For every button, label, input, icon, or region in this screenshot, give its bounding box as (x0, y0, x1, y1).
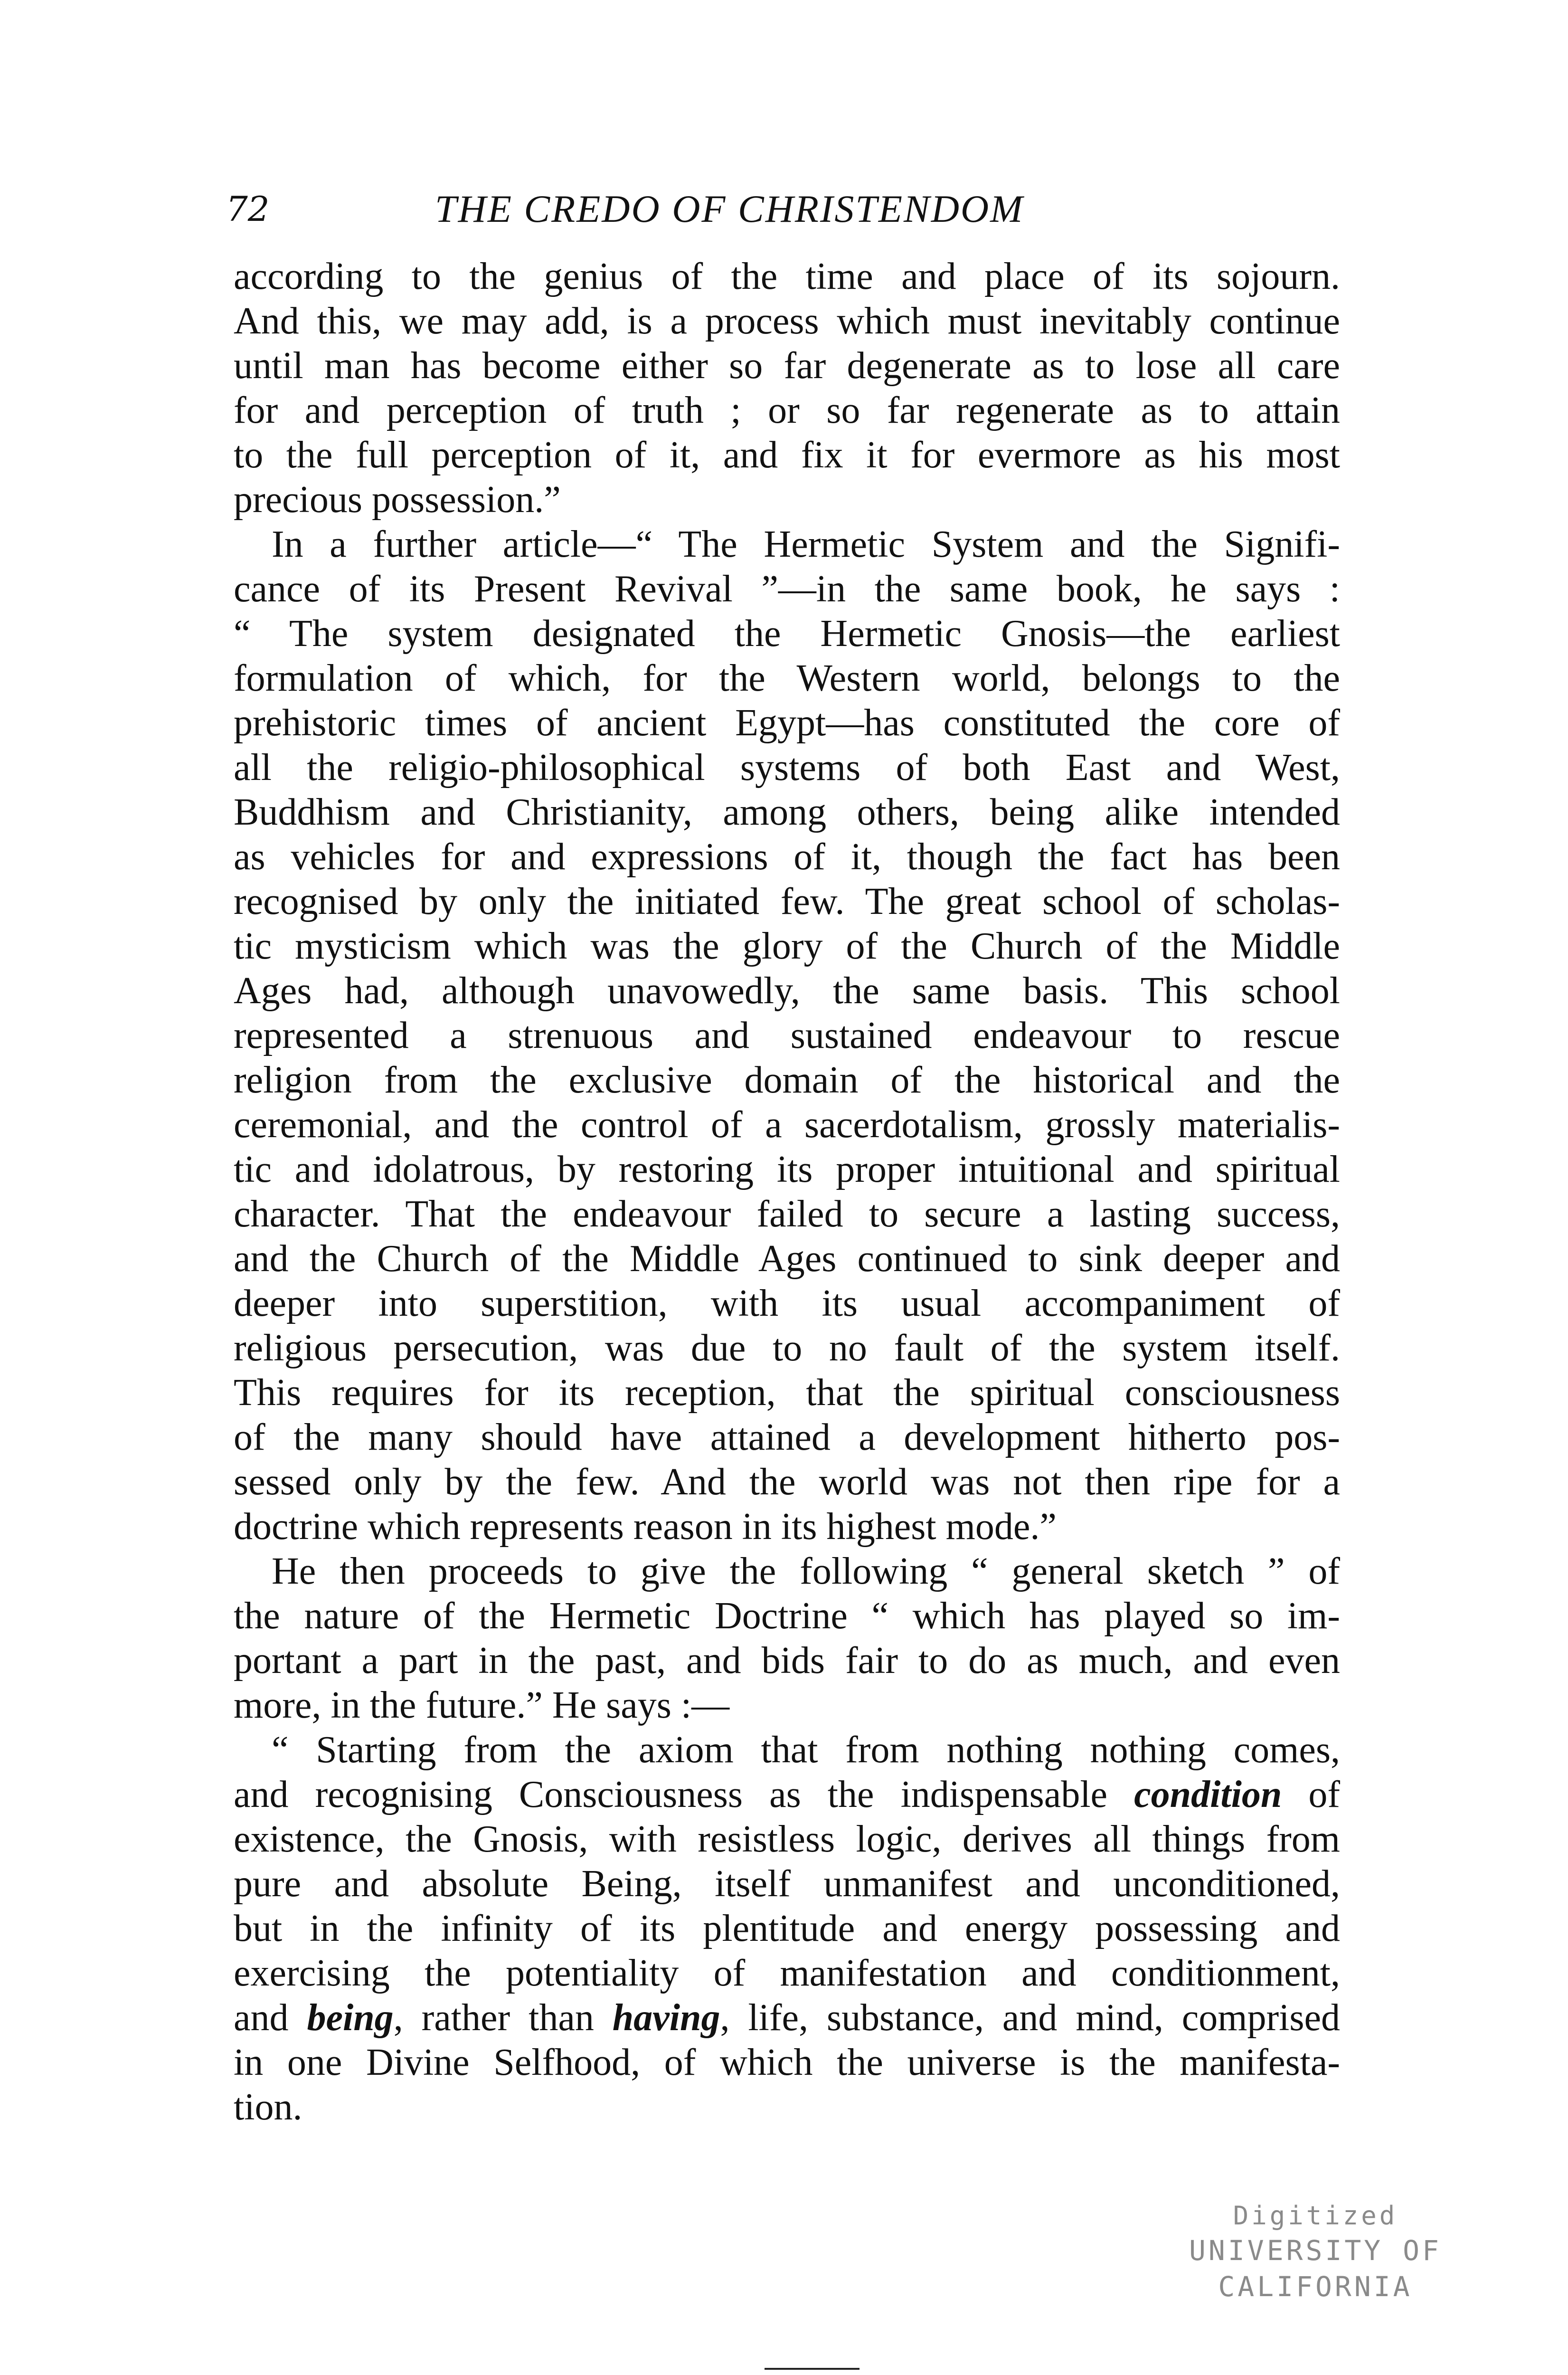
text-line: but in the infinity of its plentitude and energy possessing and (234, 1908, 1340, 1949)
text-line: “ The system designated the Hermetic Gnosis—the earliest (234, 613, 1340, 655)
text-line: to the full perception of it, and fix it for evermore as his most (234, 434, 1340, 476)
italic-word: being (307, 1997, 394, 2039)
text-line: tic and idolatrous, by restoring its proper intuitional and spiritual (234, 1149, 1340, 1190)
text-line: deeper into superstition, with its usual accompaniment of (234, 1282, 1340, 1324)
text-line: existence, the Gnosis, with resistless logic, derives all things from (234, 1818, 1340, 1860)
text-line: formulation of which, for the Western world, belongs to the (234, 657, 1340, 699)
text-line (234, 1772, 1340, 1817)
text-line: all the religio-philosophical systems of both East and West, (234, 747, 1340, 788)
text-line: the nature of the Hermetic Doctrine “ which has played so im- (234, 1595, 1340, 1637)
text-line: ceremonial, and the control of a sacerdotalism, grossly materialis- (234, 1104, 1340, 1146)
divider (765, 2368, 860, 2370)
text-line: for and perception of truth ; or so far regenerate as to attain (234, 390, 1340, 431)
text-span: , life, substance, and mind, comprised (720, 1997, 1340, 2039)
italic-word: having (612, 1997, 720, 2039)
text-span: , rather than (393, 1997, 594, 2039)
text-line: religion from the exclusive domain of the historical and the (234, 1059, 1340, 1101)
text-line (234, 1995, 1340, 2040)
text-line: until man has become either so far degenerate as to lose all care (234, 345, 1340, 387)
text-line: portant a part in the past, and bids fair to do as much, and even (234, 1640, 1340, 1682)
book-title: THE CREDO OF CHRISTENDOM (435, 187, 1024, 230)
text-line: This requires for its reception, that the spiritual consciousness (234, 1372, 1340, 1414)
text-line: tic mysticism which was the glory of the Church of the Middle (234, 925, 1340, 967)
text-line: tion. (234, 2086, 302, 2128)
text-line: pure and absolute Being, itself unmanifest and unconditioned, (234, 1863, 1340, 1905)
text-line: and the Church of the Middle Ages continued to sink deeper and (234, 1238, 1340, 1280)
text-line: of the many should have attained a development hitherto pos- (234, 1416, 1340, 1458)
text-line: sessed only by the few. And the world was not then ripe for a (234, 1461, 1340, 1503)
text-line: in one Divine Selfhood, of which the universe is the manifesta- (234, 2042, 1340, 2083)
text-line: He then proceeds to give the following “ general sketch ” of (272, 1550, 1340, 1592)
text-line: more, in the future.” He says :— (234, 1684, 730, 1726)
italic-word: condition (1134, 1774, 1282, 1815)
text-span: and recognising Consciousness as the indispensable (234, 1774, 1108, 1815)
page-number: 72 (226, 189, 270, 229)
running-head (226, 180, 1361, 238)
stamp-line: Digitized (1233, 2201, 1398, 2231)
text-line: And this, we may add, is a process which must inevitably continue (234, 300, 1340, 342)
text-line: religious persecution, was due to no fault of the system itself. (234, 1327, 1340, 1369)
text-line: according to the genius of the time and place of its sojourn. (234, 256, 1340, 297)
text-line: character. That the endeavour failed to secure a lasting success, (234, 1193, 1340, 1235)
text-span: of (1308, 1774, 1341, 1815)
library-stamp (1130, 2199, 1501, 2305)
text-line: exercising the potentiality of manifestation and conditionment, (234, 1952, 1340, 1994)
text-line: cance of its Present Revival ”—in the same book, he says : (234, 568, 1340, 610)
text-line: prehistoric times of ancient Egypt—has constituted the core of (234, 702, 1340, 744)
text-line: “ Starting from the axiom that from nothing nothing comes, (272, 1729, 1340, 1771)
text-line: precious possession.” (234, 479, 561, 521)
text-line: recognised by only the initiated few. The great school of scholas- (234, 881, 1340, 922)
text-line: as vehicles for and expressions of it, though the fact has been (234, 836, 1340, 878)
text-line: represented a strenuous and sustained endeavour to rescue (234, 1015, 1340, 1056)
stamp-line: UNIVERSITY OF CALIFORNIA (1189, 2234, 1442, 2303)
body-text (234, 254, 1340, 2129)
text-line: Buddhism and Christianity, among others, being alike intended (234, 791, 1340, 833)
text-line: doctrine which represents reason in its highest mode.” (234, 1506, 1057, 1548)
text-line: In a further article—“ The Hermetic System and the Signifi- (272, 523, 1340, 565)
text-span: and (234, 1997, 289, 2039)
text-line: Ages had, although unavowedly, the same basis. This school (234, 970, 1340, 1012)
